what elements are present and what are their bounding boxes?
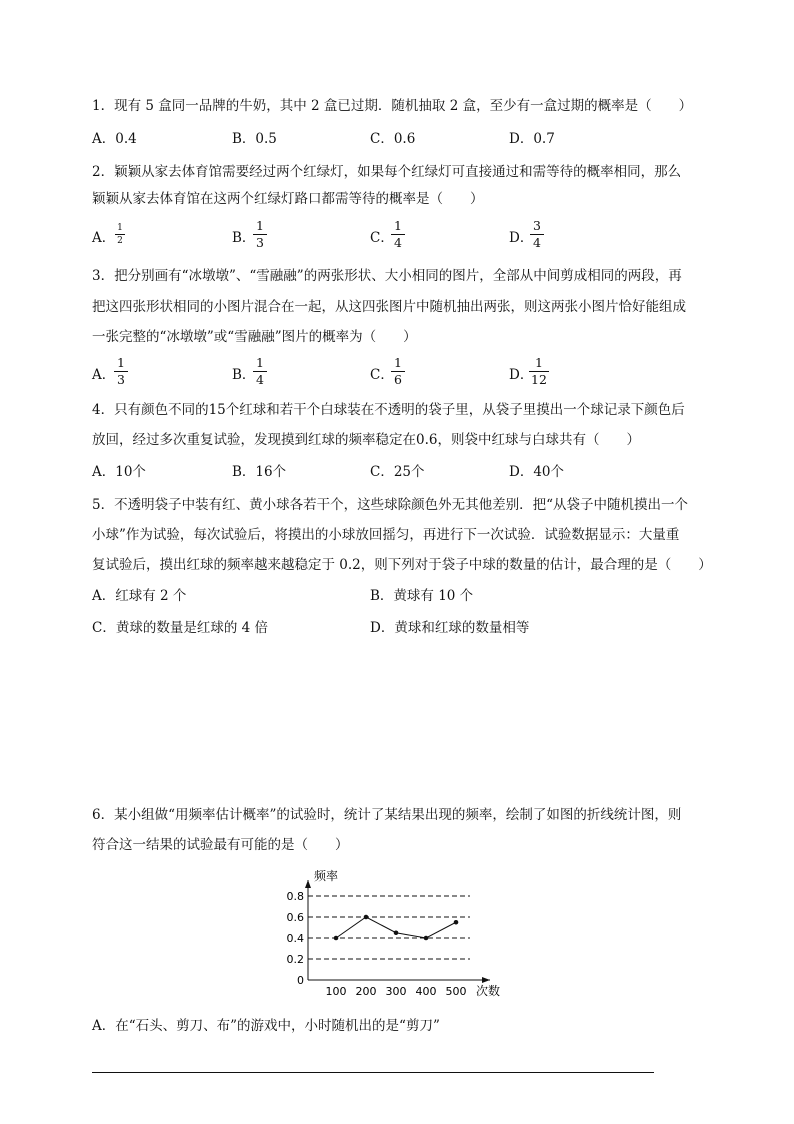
data-point: [364, 915, 369, 920]
q4-stem-line1: 4．只有颜色不同的15个红球和若干个白球装在不透明的袋子里，从袋子里摸出一个球记录下颜色后: [92, 402, 685, 418]
q4-option-a: A．10个: [92, 464, 146, 480]
x-tick-label: 200: [355, 985, 377, 998]
chart-x-axis-label: 次数: [476, 984, 501, 998]
q4-stem-line2: 放回，经过多次重复试验，发现摸到红球的频率稳定在0.6，则袋中红球与白球共有（ ）: [92, 432, 640, 448]
q3-option-d-label: D．: [509, 367, 534, 383]
chart-series: [334, 915, 459, 941]
q2-stem-line2: 颖颖从家去体育馆在这两个红绿灯路口都需等待的概率是（ ）: [92, 191, 484, 207]
q4-option-b: B．16个: [232, 464, 287, 480]
chart-y-ticks: [287, 890, 305, 987]
q2-option-d-label: D．: [509, 230, 534, 246]
data-point: [334, 936, 339, 941]
data-point: [424, 936, 429, 941]
q3-option-b-label: B．: [232, 367, 256, 383]
q2-option-a-fraction: 1 2: [115, 223, 125, 246]
q5-option-c: C．黄球的数量是红球的 4 倍: [92, 620, 269, 636]
q3-option-c-fraction: 1 6: [391, 356, 405, 387]
q2-option-c-label: C．: [370, 230, 394, 246]
data-point: [394, 930, 399, 935]
q3-option-a-label: A．: [92, 367, 116, 383]
q1-option-b: B．0.5: [232, 131, 277, 147]
q2-option-b-fraction: 1 3: [253, 219, 267, 250]
y-tick-label: 0.6: [286, 911, 304, 924]
q1-option-a: A．0.4: [92, 131, 137, 147]
q2-option-b-label: B．: [232, 230, 256, 246]
q3-stem-line3: 一张完整的“冰墩墩”或“雪融融”图片的概率为（ ）: [92, 329, 417, 345]
q5-stem-line3: 复试验后，摸出红球的频率越来越稳定于 0.2，则下列对于袋子中球的数量的估计，最合理的是（ ）: [92, 557, 712, 573]
q2-option-a-label: A．: [92, 230, 116, 246]
q3-option-c-label: C．: [370, 367, 394, 383]
q2-option-d-fraction: 3 4: [530, 219, 544, 250]
q1-stem: 1．现有 5 盒同一品牌的牛奶，其中 2 盒已过期．随机抽取 2 盒，至少有一盒过期的概率是（ ）: [92, 98, 693, 114]
data-point: [454, 920, 459, 925]
x-tick-label: 100: [325, 985, 347, 998]
q4-option-d: D．40个: [509, 464, 565, 480]
q3-option-b-fraction: 1 4: [253, 356, 267, 387]
page-bottom-rule: [92, 1072, 654, 1073]
q5-stem-line1: 5．不透明袋子中装有红、黄小球各若干个，这些球除颜色外无其他差别．把“从袋子中随机摸出一个: [92, 497, 688, 513]
q3-option-a-fraction: 1 3: [114, 356, 128, 387]
q2-stem-line1: 2．颖颖从家去体育馆需要经过两个红绿灯，如果每个红绿灯可直接通过和需等待的概率相同，那么: [92, 164, 682, 180]
frequency-line-chart: [280, 862, 520, 1002]
q1-option-c: C．0.6: [370, 131, 416, 147]
y-tick-label: 0.4: [286, 932, 304, 945]
y-axis-arrow: [305, 880, 311, 888]
q5-option-a: A．红球有 2 个: [92, 588, 187, 604]
x-tick-label: 500: [445, 985, 467, 998]
x-tick-label: 400: [415, 985, 437, 998]
q5-option-d: D．黄球和红球的数量相等: [370, 620, 530, 636]
q6-stem-line2: 符合这一结果的试验最有可能的是（ ）: [92, 837, 349, 853]
y-tick-label: 0: [297, 974, 304, 987]
x-tick-label: 300: [385, 985, 407, 998]
y-tick-label: 0.8: [286, 890, 304, 903]
x-axis-arrow: [482, 977, 490, 983]
chart-y-axis-label: 频率: [314, 869, 339, 883]
q6-stem-line1: 6．某小组做“用频率估计概率”的试验时，统计了某结果出现的频率，绘制了如图的折线统计图，则: [92, 807, 682, 823]
q3-stem-line2: 把这四张形状相同的小图片混合在一起，从这四张图片中随机抽出两张，则这两张小图片恰好能组成: [92, 299, 686, 315]
q5-option-b: B．黄球有 10 个: [370, 588, 474, 604]
q6-option-a: A．在“石头、剪刀、布”的游戏中，小时随机出的是“剪刀”: [92, 1018, 440, 1034]
y-tick-label: 0.2: [286, 953, 304, 966]
q3-option-d-fraction: 1 12: [529, 356, 549, 387]
q1-option-d: D．0.7: [509, 131, 555, 147]
q3-stem-line1: 3．把分别画有“冰墩墩”、“雪融融”的两张形状、大小相同的图片，全部从中间剪成相同的两段，再: [92, 268, 682, 284]
chart-x-ticks: [326, 985, 467, 998]
q2-option-c-fraction: 1 4: [391, 219, 405, 250]
q4-option-c: C．25个: [370, 464, 425, 480]
q5-stem-line2: 小球”作为试验，每次试验后，将摸出的小球放回摇匀，再进行下一次试验．试验数据显示：大量重: [92, 527, 680, 543]
